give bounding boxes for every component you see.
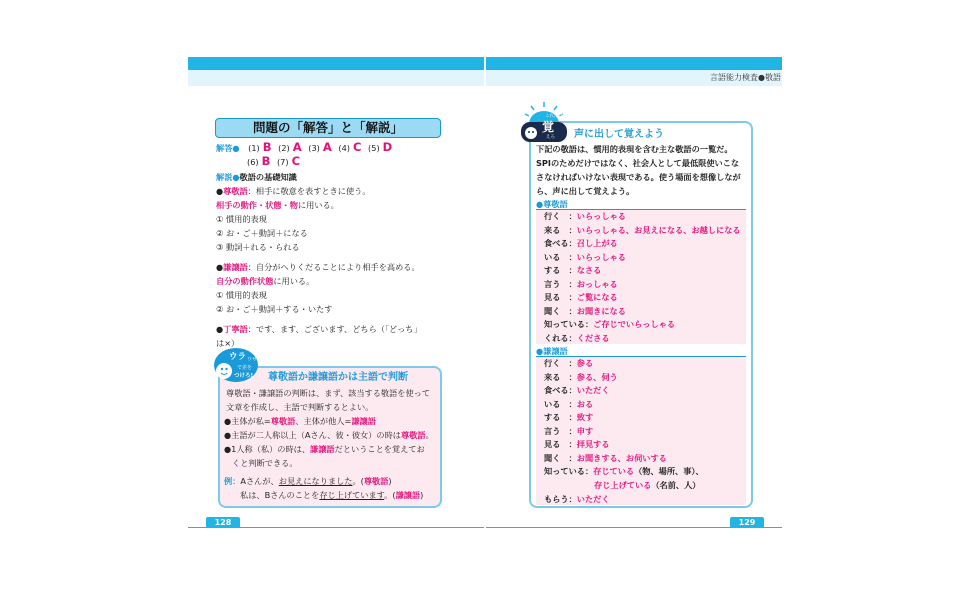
sonkeigo-item-3: ③ 動詞＋れる・られる xyxy=(216,242,300,252)
table-row xyxy=(544,426,593,437)
row-keigo: 参る、伺う xyxy=(576,371,618,382)
badge-small-1: これだけ xyxy=(545,114,563,119)
row-keigo: お聞きする、お伺いする xyxy=(576,452,667,463)
table-row xyxy=(544,399,593,410)
row-verb: する ： xyxy=(544,265,577,275)
tip-bullet-1: ●主体が私=尊敬語、主体が他人=謙譲語 xyxy=(224,416,376,426)
tip-para-1: 尊敬語・謙譲語の判断は、まず、該当する敬語を使って xyxy=(226,388,431,398)
teineigo-def-2: は×） xyxy=(216,338,240,348)
sub-band-left xyxy=(188,70,484,86)
row-keigo: 拝見する xyxy=(576,439,610,449)
tip-example-2: 私は、Bさんのことを存じ上げています。(謙譲語) xyxy=(240,490,424,500)
sonkeigo-item-1: ① 慣用的表現 xyxy=(216,214,267,224)
row-keigo: おっしゃる xyxy=(576,278,618,289)
page-title: 問題の「解答」と「解説」 xyxy=(215,118,441,138)
row-keigo: ご存じでいらっしゃる xyxy=(593,319,676,329)
intro-line-1: 下記の敬語は、慣用的表現を含む主な敬語の一覧だ。 xyxy=(536,144,733,154)
row-verb: 聞く ： xyxy=(544,305,577,316)
answer-1: B xyxy=(262,140,272,154)
row-verb: 食べる： xyxy=(544,238,577,248)
sonkeigo-item-2: ② お・ご＋動詞＋になる xyxy=(216,228,308,238)
answer-4: C xyxy=(352,140,362,154)
sonkeigo-label: ●尊敬語 xyxy=(536,199,568,209)
answer-3: A xyxy=(322,140,332,154)
row-verb: 行く ： xyxy=(544,211,577,221)
row-verb: 行く ： xyxy=(544,358,577,368)
row-verb: 見る ： xyxy=(544,439,577,449)
row-keigo: くださる xyxy=(576,332,610,343)
row-verb: 言う ： xyxy=(544,425,577,436)
table-row xyxy=(544,292,618,303)
kenjogo-scope: 自分の動作状態に用いる。 xyxy=(216,276,315,286)
table-row xyxy=(544,252,626,263)
row-keigo: ご覧になる xyxy=(576,292,618,302)
row-keigo: 申す xyxy=(576,425,594,436)
table-row xyxy=(544,333,610,344)
table-row xyxy=(544,372,618,383)
row-verb: 見る ： xyxy=(544,292,577,302)
row-keigo: いらっしゃる、お見えになる、お越しになる xyxy=(576,224,741,235)
row-verb: 聞く ： xyxy=(544,452,577,463)
running-title: 言語能力検査●敬語 xyxy=(710,73,781,82)
answer-5: D xyxy=(382,140,393,154)
row-verb: いる ： xyxy=(544,398,577,409)
row-keigo: 致す xyxy=(576,412,594,422)
row-verb: いる ： xyxy=(544,251,577,262)
row-verb: 来る ： xyxy=(544,224,577,235)
table-row xyxy=(544,211,626,222)
row-keigo: 召し上がる xyxy=(576,238,618,248)
table-row xyxy=(544,279,618,290)
answers-row-2: (6) B (7) C xyxy=(247,154,301,168)
answer-7: C xyxy=(291,154,301,168)
row-verb: 来る ： xyxy=(544,371,577,382)
row-verb: する ： xyxy=(544,412,577,422)
table-row: 知っている：存じている（物、場所、事）、 xyxy=(544,466,704,476)
row-keigo: いらっしゃる xyxy=(576,211,626,221)
sonkeigo-scope: 相手の動作・状態・物に用いる。 xyxy=(216,200,339,210)
top-band-right xyxy=(486,57,782,70)
tip-example-1: 例：Aさんが、お見えになりました。(尊敬語) xyxy=(224,476,392,486)
row-verb: 知っている： xyxy=(544,319,594,329)
page-number-right: 129 xyxy=(730,517,764,528)
top-band-left xyxy=(188,57,484,70)
table-row xyxy=(544,306,626,317)
answer-6: B xyxy=(261,154,271,168)
page-number-left: 128 xyxy=(206,517,240,528)
row-keigo: いただく xyxy=(576,385,610,395)
table-row: 存じ上げている（名前、人） xyxy=(594,480,701,490)
row-keigo: なさる xyxy=(576,265,602,275)
intro-line-3: さなければいけない表現である。使う場面を想像しなが xyxy=(536,172,741,182)
tip-bullet-2: ●主語が二人称以上（Aさん、彼・彼女）の時は尊敬語。 xyxy=(224,430,434,440)
table-row xyxy=(544,265,601,276)
table-row xyxy=(544,439,610,450)
tip-badge-sub2: で差を xyxy=(237,365,253,371)
table-row xyxy=(544,319,675,330)
table-row xyxy=(544,453,667,464)
row-verb: 言う ： xyxy=(544,278,577,289)
kenjogo-label: ●謙譲語 xyxy=(536,346,568,356)
tip-bullet-3-cont: くと判断できる。 xyxy=(232,458,298,468)
kenjogo-def: ●謙譲語：自分がへりくだることにより相手を高める。 xyxy=(216,262,420,272)
intro-line-4: ら、声に出して覚えよう。 xyxy=(536,186,635,196)
answers-label: 解答● xyxy=(216,143,240,153)
row-keigo: 参る xyxy=(576,358,594,368)
tip-para-2: 文章を作成し、主語で判断するとよい。 xyxy=(226,402,374,412)
section-title: 声に出して覚えよう xyxy=(574,129,664,140)
kenjogo-item-2: ② お・ご＋動詞＋する・いたす xyxy=(216,304,333,314)
tip-badge-sub3: つけろ! xyxy=(234,373,254,379)
sonkeigo-def: ●尊敬語：相手に敬意を表すときに使う。 xyxy=(216,186,371,196)
table-row xyxy=(544,412,593,423)
table-row xyxy=(544,385,610,396)
badge-main: 覚 xyxy=(542,120,555,134)
intro-line-2: SPIのためだけではなく、社会人として最低限使いこな xyxy=(536,158,740,168)
row-keigo: いらっしゃる xyxy=(576,251,626,262)
badge-small-2: えろ xyxy=(546,135,555,140)
kenjogo-item-1: ① 慣用的表現 xyxy=(216,290,267,300)
tip-badge-main: ウラ xyxy=(229,352,247,362)
row-verb: くれる： xyxy=(544,332,577,343)
row-keigo: お聞きになる xyxy=(576,305,626,316)
table-row xyxy=(544,225,741,236)
answer-2: A xyxy=(292,140,302,154)
tip-badge-sub1: ワザ xyxy=(247,357,258,363)
explain-heading: 解説●敬語の基礎知識 xyxy=(216,172,297,182)
row-verb: 食べる： xyxy=(544,385,577,395)
answers-row-1: 解答● (1) B (2) A (3) A (4) C (5) D xyxy=(216,140,393,154)
table-row xyxy=(544,238,618,249)
row-keigo: おる xyxy=(576,398,594,409)
tip-title: 尊敬語か謙譲語かは主語で判断 xyxy=(268,372,408,383)
tip-bullet-3: ●1人称（私）の時は、謙譲語だということを覚えてお xyxy=(224,444,425,454)
teineigo-def: ●丁寧語：です、ます、ございます、どちら（「どっち」 xyxy=(216,324,422,334)
table-row: もらう：いただく xyxy=(544,494,610,504)
table-row xyxy=(544,358,593,369)
